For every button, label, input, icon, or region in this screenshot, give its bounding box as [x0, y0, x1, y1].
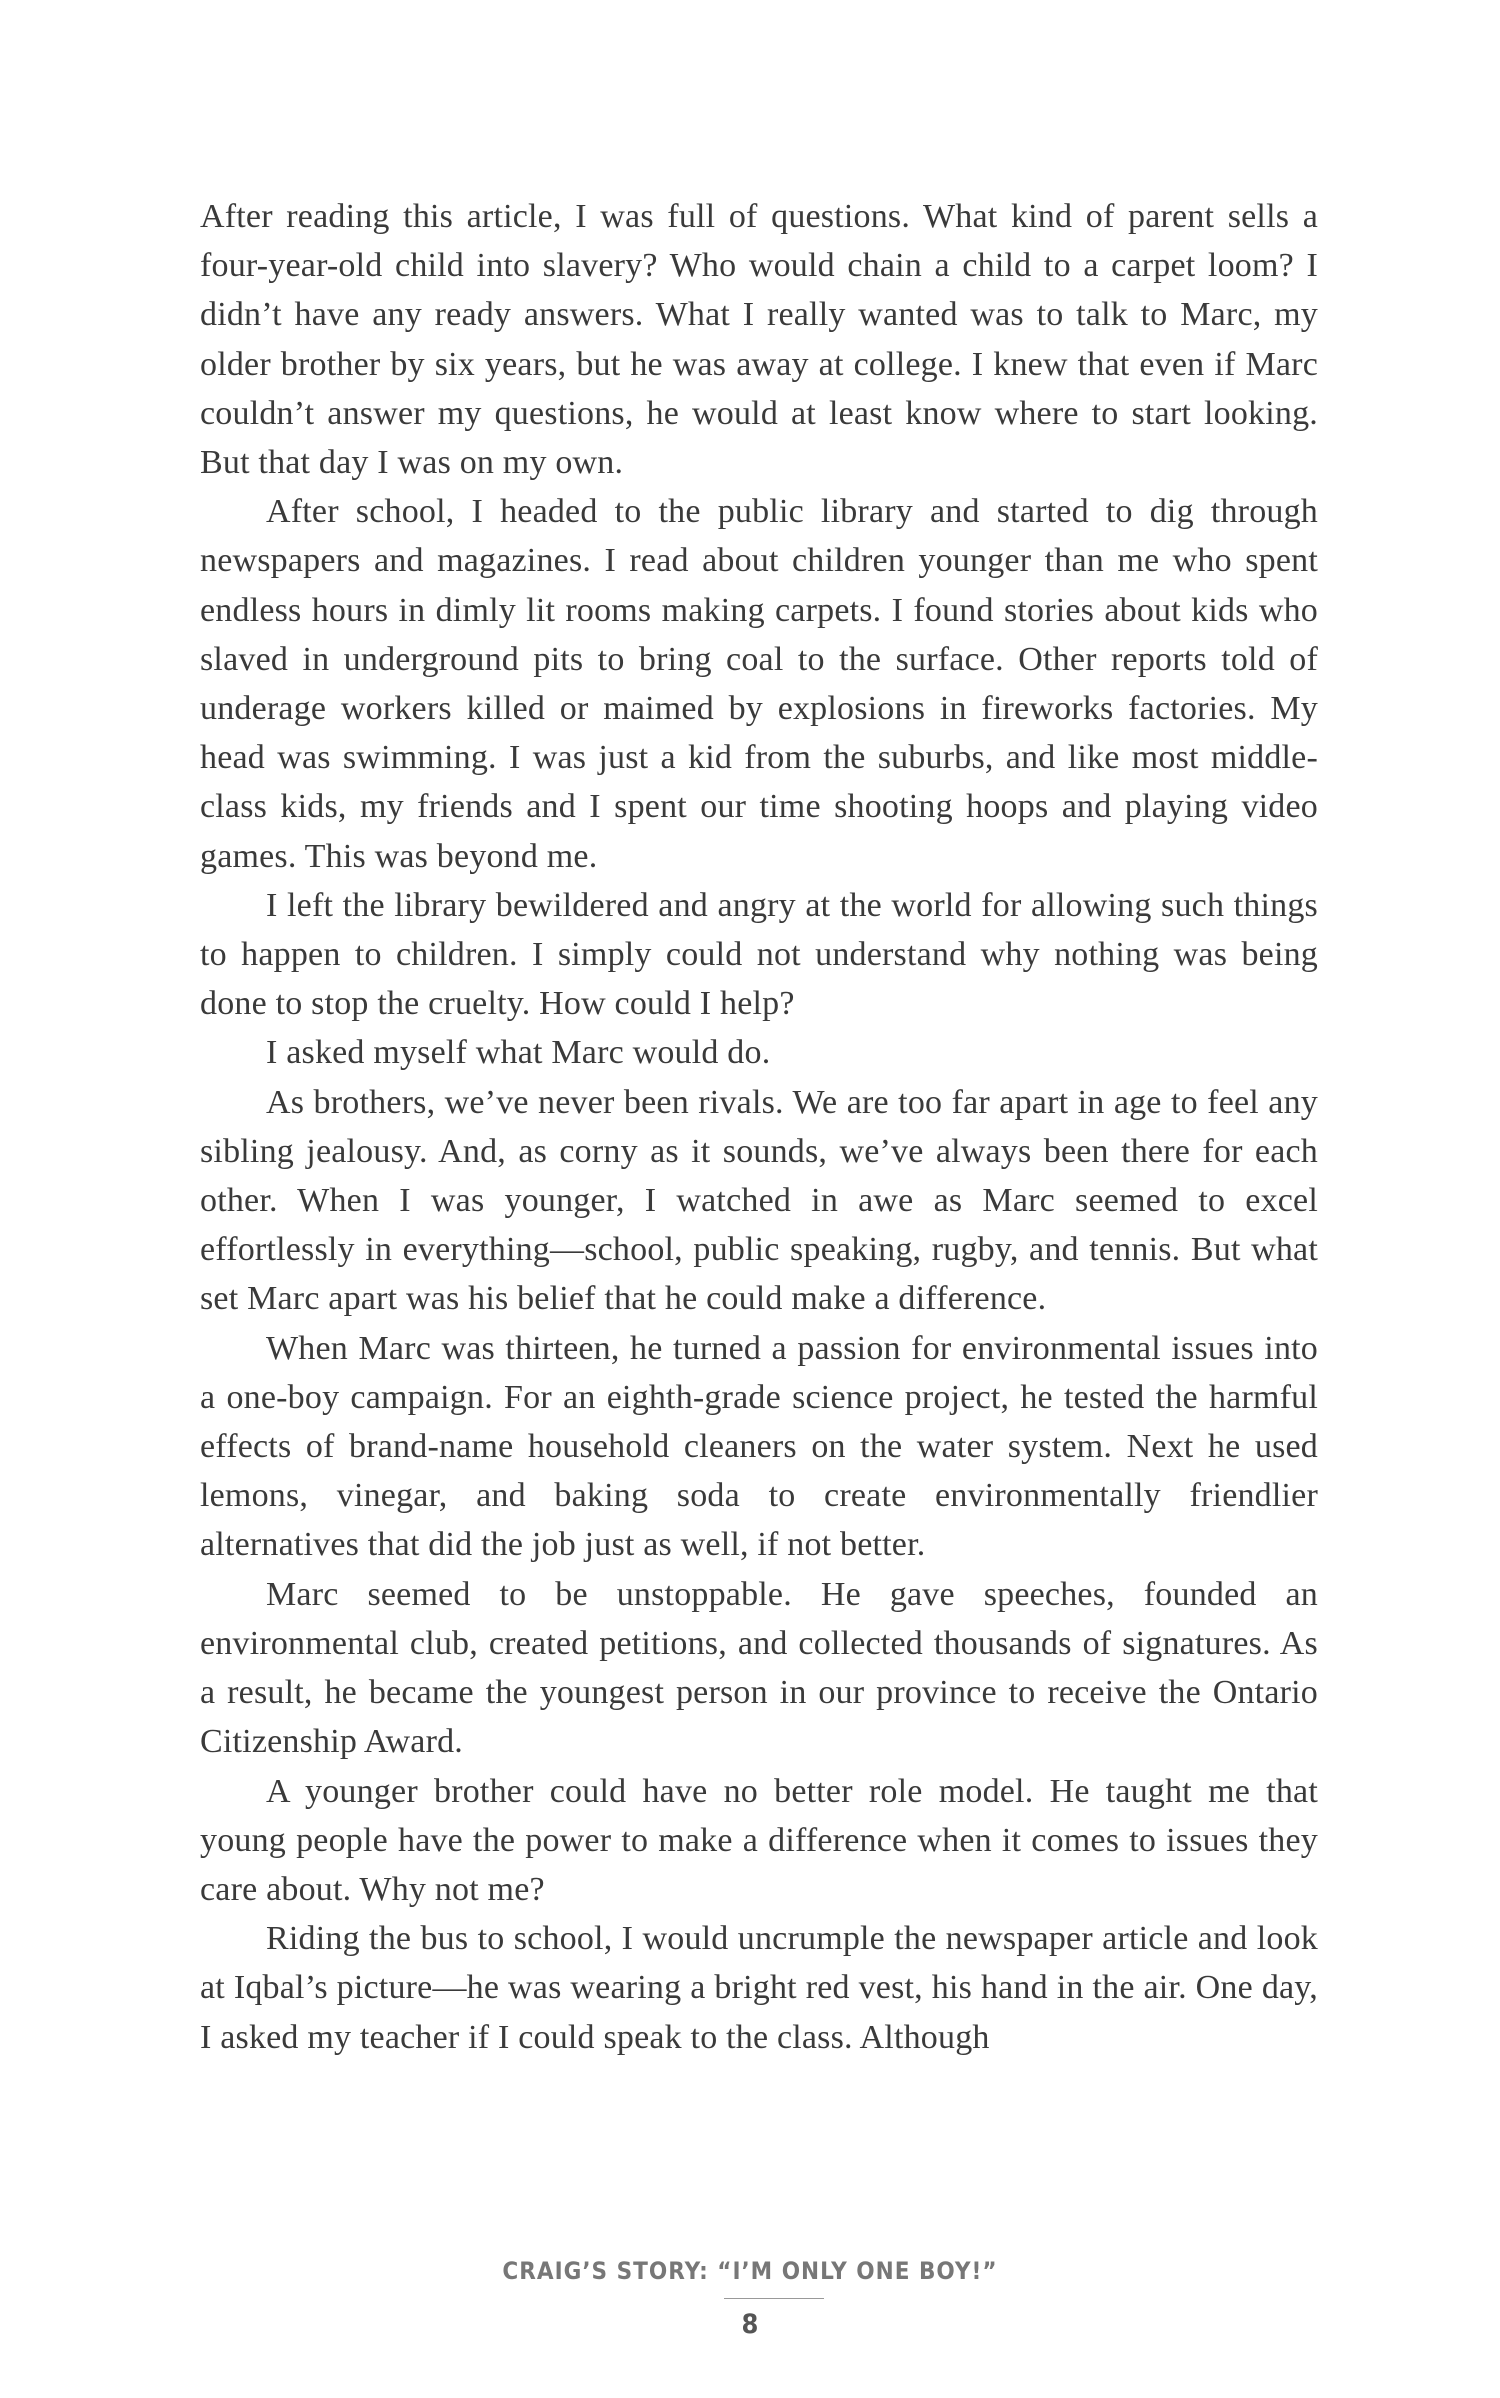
paragraph-3: I left the library bewildered and angry at the world for allowing such things to happen to children. I simply could not understand why nothing was being done to stop the cruelty. How could I help?: [200, 886, 1318, 1023]
page-body-text: [200, 192, 1318, 2062]
running-title: CRAIG’S STORY: “I’M ONLY ONE BOY!”: [502, 2257, 998, 2285]
paragraph-1: After reading this article, I was full of questions. What kind of parent sells a four-year-old child into slavery? Who would chain a child to a carpet loom? I didn’t have any ready answers. What I really wanted was to talk to Marc, my older brother by six years, but he was away at college. I knew that even if Marc couldn’t answer my questions, he would at least know where to start looking. But that day I was on my own.: [200, 198, 1318, 482]
paragraph-4: I asked myself what Marc would do.: [266, 1034, 771, 1072]
paragraph-8: A younger brother could have no better role model. He taught me that young people have the power to make a difference when it comes to issues they care about. Why not me?: [200, 1772, 1318, 1908]
paragraph-6: When Marc was thirteen, he turned a passion for environmental issues into a one-boy campaign. For an eighth-grade science project, he tested the harmful effects of brand-name household cleaners on the water system. Next he used lemons, vinegar, and baking soda to create environmentally friendlier alternatives that did the job just as well, if not better.: [200, 1329, 1318, 1564]
paragraph-7: Marc seemed to be unstoppable. He gave speeches, founded an environmental club, created petitions, and collected thousands of signatures. As a result, he became the youngest person in our province to receive the Ontario Citizenship Award.: [200, 1575, 1318, 1761]
paragraph-5: As brothers, we’ve never been rivals. We are too far apart in age to feel any sibling jealousy. And, as corny as it sounds, we’ve always been there for each other. When I was younger, I watched in awe as Marc seemed to excel effortlessly in everything—school, public speaking, rugby, and tennis. But what set Marc apart was his belief that he could make a difference.: [200, 1083, 1318, 1318]
paragraph-9: Riding the bus to school, I would uncrumple the newspaper article and look at Iqbal’s picture—he was wearing a bright red vest, his hand in the air. One day, I asked my teacher if I could speak to the class. Although: [200, 1920, 1318, 2056]
page-number: 8: [741, 2309, 759, 2340]
footer-divider: [724, 2298, 824, 2299]
paragraph-2: After school, I headed to the public library and started to dig through newspapers and magazines. I read about children younger than me who spent endless hours in dimly lit rooms making carpets. I found stories about kids who slaved in underground pits to bring coal to the surface. Other reports told of underage workers killed or maimed by explosions in fireworks factories. My head was swimming. I was just a kid from the suburbs, and like most middle-class kids, my friends and I spent our time shooting hoops and playing video games. This was beyond me.: [200, 493, 1318, 875]
